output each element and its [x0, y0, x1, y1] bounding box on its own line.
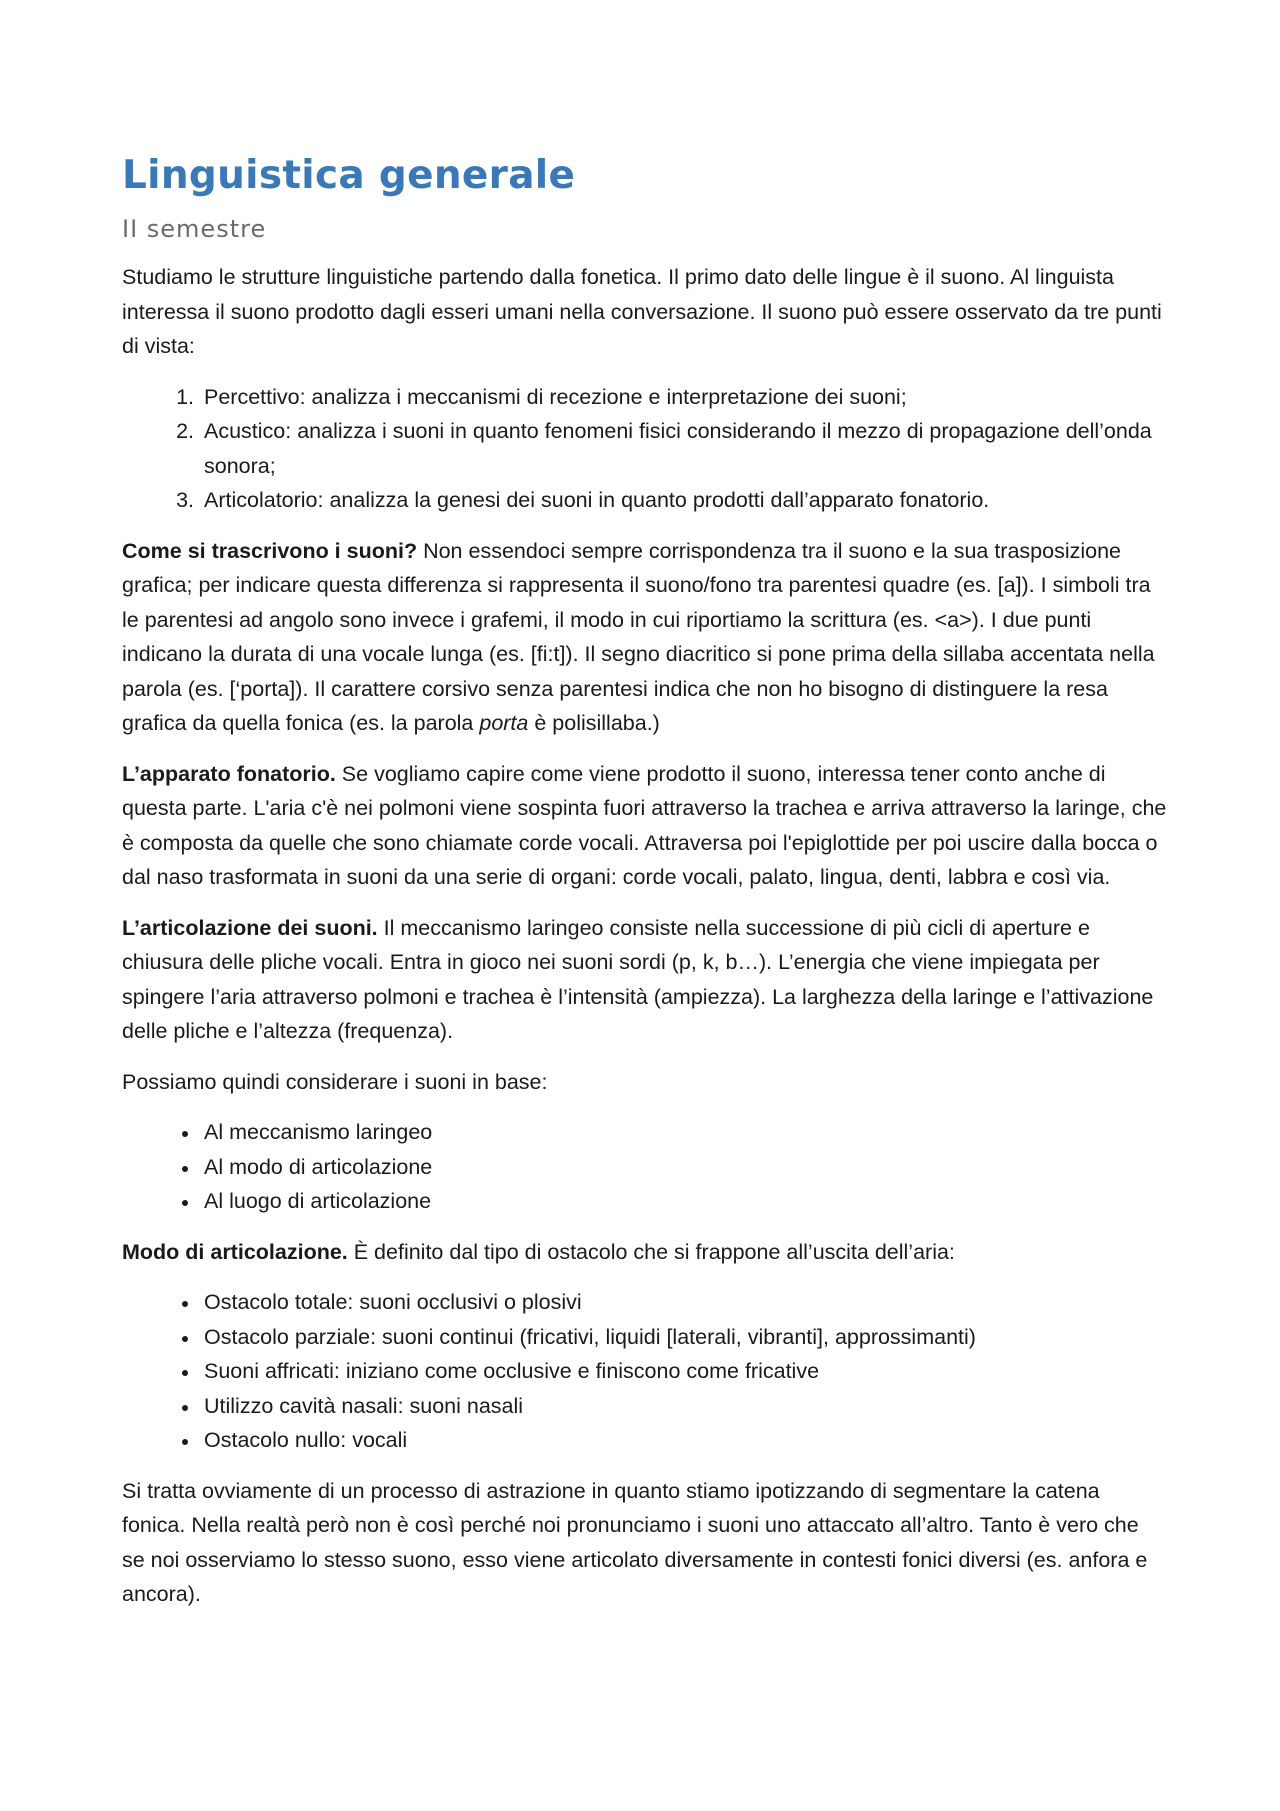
list-item: • Al modo di articolazione	[200, 1150, 1167, 1185]
list-item: • Al luogo di articolazione	[200, 1184, 1167, 1219]
closing-paragraph: Si tratta ovviamente di un processo di astrazione in quanto stiamo ipotizzando di segmentare la catena fonica. Nella realtà però non è così perché noi pronunciamo i suoni uno attaccato all’altro. Tanto è vero che se noi osserviamo lo stesso suono, esso viene articolato diversamente in contesti fonici diversi (es. anfora e ancora).	[122, 1478, 1148, 1606]
consider-intro: Possiamo quindi considerare i suoni in base:	[122, 1069, 548, 1094]
consider-list	[122, 1115, 1167, 1219]
paragraph-text: È definito dal tipo di ostacolo che si frappone all’uscita dell’aria:	[347, 1239, 955, 1264]
document-subtitle: II semestre	[122, 215, 267, 243]
paragraph-text: è polisillaba.)	[528, 711, 660, 735]
mode-list	[122, 1285, 1167, 1458]
list-item: • Al meccanismo laringeo	[200, 1115, 1167, 1150]
paragraph-text: Se vogliamo capire come viene prodotto il suono, interessa tener conto anche di questa parte. L'aria c'è nei polmoni viene sospinta fuori attraverso la trachea e arriva attraverso la laringe, che è composta da quelle che sono chiamate corde vocali. Attraversa poi l'epiglottide per poi uscire dalla bocca o dal naso trasformata in suoni da una serie di organi: corde vocali, palato, lingua, denti, labbra e così via.	[122, 761, 1167, 889]
transcription-paragraph	[122, 534, 1167, 741]
document-page	[122, 150, 1167, 1628]
list-item: • Utilizzo cavità nasali: suoni nasali	[200, 1389, 1167, 1424]
italic-term: porta	[479, 711, 529, 735]
list-item: • Ostacolo nullo: vocali	[200, 1423, 1167, 1458]
paragraph-heading: L’articolazione dei suoni.	[122, 915, 378, 940]
list-item: 3. Articolatorio: analizza la genesi dei suoni in quanto prodotti dall’apparato fonatorio.	[200, 483, 1167, 518]
list-item: • Ostacolo totale: suoni occlusivi o plosivi	[200, 1285, 1167, 1320]
mode-paragraph	[122, 1235, 1167, 1270]
apparatus-paragraph	[122, 757, 1167, 895]
list-item: • Suoni affricati: iniziano come occlusive e finiscono come fricative	[200, 1354, 1167, 1389]
document-title: Linguistica generale	[122, 153, 576, 198]
list-item: • Ostacolo parziale: suoni continui (fricativi, liquidi [laterali, vibranti], approssimanti)	[200, 1320, 1167, 1355]
list-item: 2. Acustico: analizza i suoni in quanto fenomeni fisici considerando il mezzo di propagazione dell’onda sonora;	[200, 414, 1167, 483]
paragraph-heading: Come si trascrivono i suoni?	[122, 538, 418, 563]
paragraph-text: Il meccanismo laringeo consiste nella successione di più cicli di aperture e chiusura delle pliche vocali. Entra in gioco nei suoni sordi (p, k, b…). L’energia che viene impiegata per spingere l’aria attraverso polmoni e trachea è l’intensità (ampiezza). La larghezza della laringe e l’attivazione delle pliche e l’altezza (frequenza).	[122, 915, 1154, 1043]
articulation-paragraph	[122, 911, 1167, 1049]
list-item: 1. Percettivo: analizza i meccanismi di recezione e interpretazione dei suoni;	[200, 380, 1167, 415]
intro-paragraph: Studiamo le strutture linguistiche partendo dalla fonetica. Il primo dato delle lingue è il suono. Al linguista interessa il suono prodotto dagli esseri umani nella conversazione. Il suono può essere osservato da tre punti di vista:	[122, 265, 1162, 358]
paragraph-heading: L’apparato fonatorio.	[122, 761, 336, 786]
points-of-view-list	[122, 380, 1167, 518]
paragraph-text: Non essendoci sempre corrispondenza tra il suono e la sua trasposizione grafica; per indicare questa differenza si rappresenta il suono/fono tra parentesi quadre (es. [a]). I simboli tra le parentesi ad angolo sono invece i grafemi, il modo in cui riportiamo la scrittura (es. <a>). I due punti indicano la durata di una vocale lunga (es. [fi:t]). Il segno diacritico si pone prima della sillaba accentata nella parola (es. [‘porta]). Il carattere corsivo senza parentesi indica che non ho bisogno di distinguere la resa grafica da quella fonica (es. la parola	[122, 538, 1155, 735]
paragraph-heading: Modo di articolazione.	[122, 1239, 348, 1264]
